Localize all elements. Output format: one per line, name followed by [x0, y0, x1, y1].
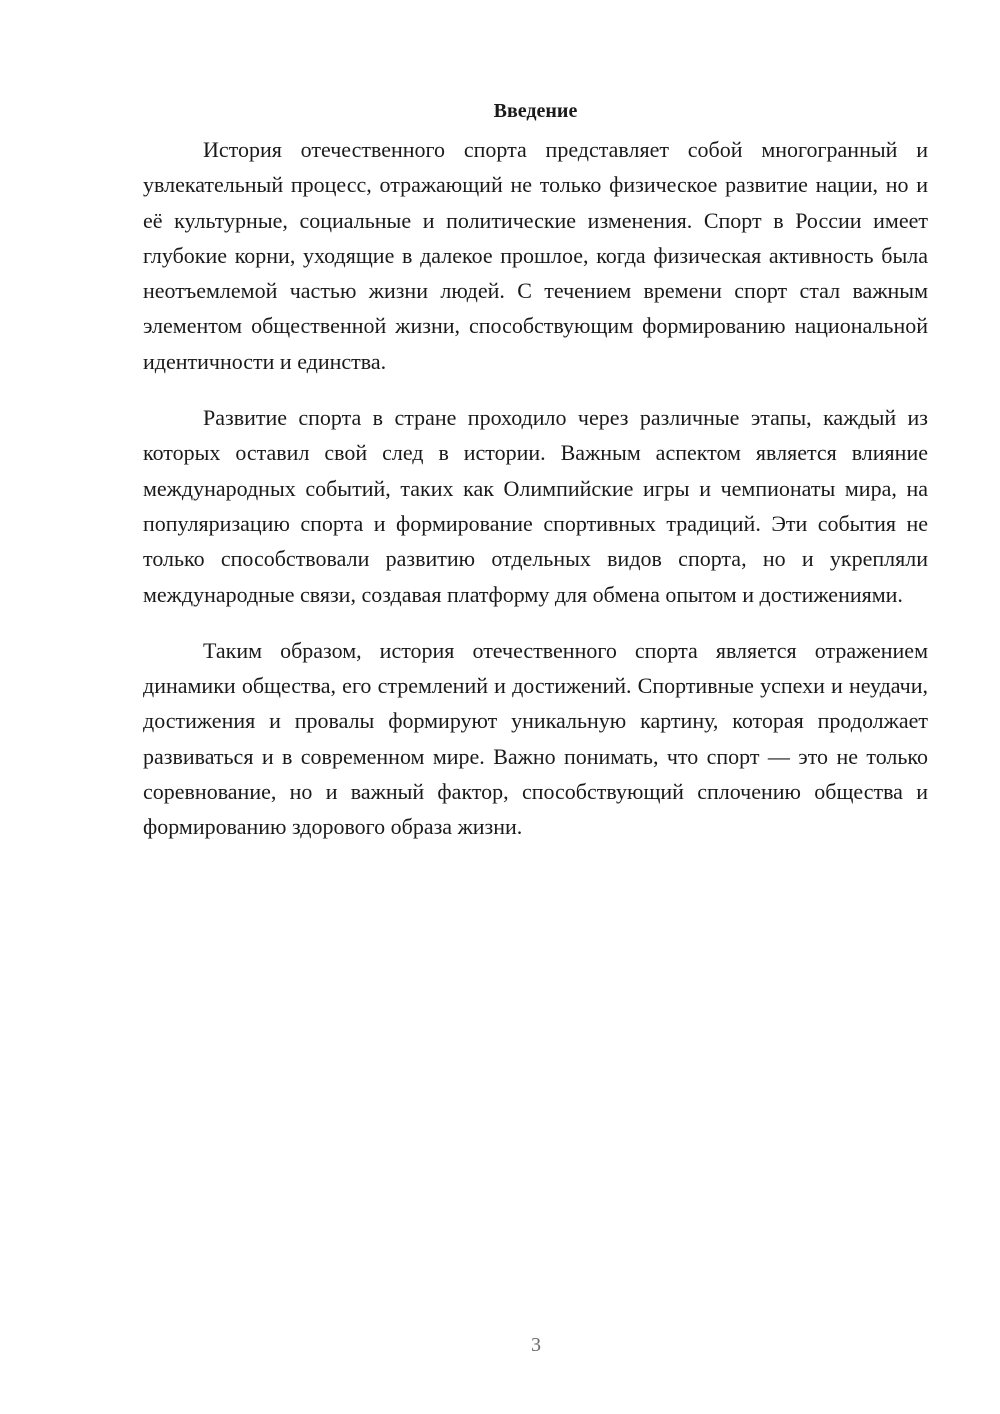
- paragraph-3: Таким образом, история отечественного спорта является отражением динамики общества, его стремлений и достижений. Спортивные успехи и неудачи, достижения и провалы формируют уникальную картину, которая продолжает развиваться и в современном мире. Важно понимать, что спорт — это не только соревнование, но и важный фактор, способствующий сплочению общества и формированию здорового образа жизни.: [143, 637, 928, 840]
- paragraph-1: История отечественного спорта представляет собой многогранный и увлекательный процесс, отражающий не только физическое развитие нации, но и её культурные, социальные и политические изменения. Спорт в России имеет глубокие корни, уходящие в далекое прошлое, когда физическая активность была неотъемлемой частью жизни людей. С течением времени спорт стал важным элементом общественной жизни, способствующим формированию национальной идентичности и единства.: [143, 137, 928, 374]
- section-heading: Введение: [493, 100, 578, 122]
- paragraph-2: Развитие спорта в стране проходило через различные этапы, каждый из которых оставил свой след в истории. Важным аспектом является влияние международных событий, таких как Олимпийские игры и чемпионаты мира, на популяризацию спорта и формирование спортивных традиций. Эти события не только способствовали развитию отдельных видов спорта, но и укрепляли международные связи, создавая платформу для обмена опытом и достижениями.: [143, 405, 928, 607]
- page-number: 3: [531, 1334, 541, 1356]
- page-body: [143, 96, 928, 845]
